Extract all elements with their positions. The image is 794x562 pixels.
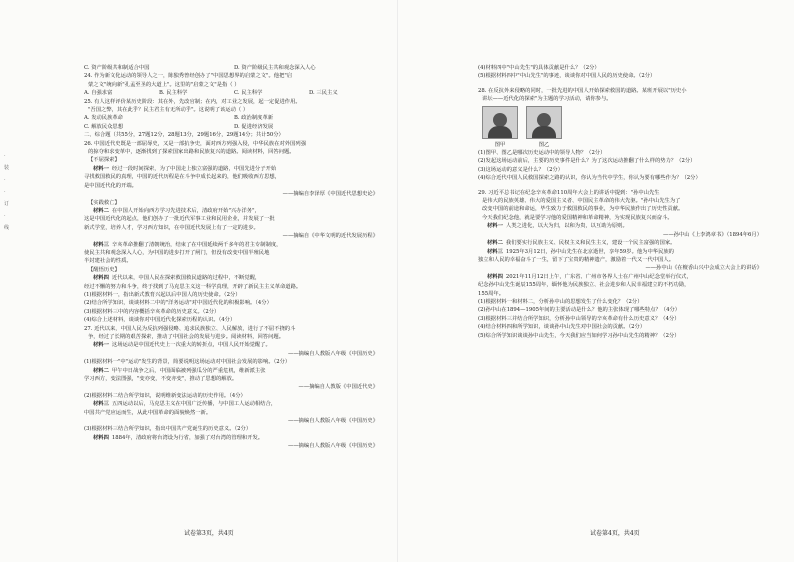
binding-mark: 装 [4, 165, 10, 171]
material-line [478, 239, 768, 247]
fold-line [397, 0, 398, 562]
binding-marks [4, 150, 12, 234]
question-text: (5)根据材料四中"中山先生"的事迹，谈谈你对中国人民的历史使命。（2分） [478, 73, 656, 80]
binding-mark: 订 [4, 201, 10, 207]
material-tag: 材料二 [487, 240, 503, 247]
question-text: (1)图甲、图乙是哪次历史运动中的领导人物？（2分） [478, 150, 606, 157]
material-line [84, 207, 384, 215]
exam-page-3 [84, 64, 384, 451]
source-citation: ——摘编自人教版八年级《中国历史》 [287, 443, 378, 450]
material-tag: 材料一 [487, 223, 503, 230]
material-line [84, 341, 384, 349]
material-tag: 材料三 [93, 401, 109, 408]
source-citation: ——孙中山《上李鸿章书》（1894年6月） [663, 231, 762, 238]
material-tag: 材料二 [93, 367, 109, 374]
binding-mark: 线 [4, 225, 10, 231]
question-text: (3)根据材料三中的内容概括辛亥革命的历史意义。（2分） [84, 308, 220, 315]
material-tag: 材料三 [487, 248, 503, 255]
material-text: 1884年，清政府将台湾设为行省，加强了对台湾的管理和开发。 [111, 434, 264, 441]
material-text: 155周年。 [478, 290, 505, 297]
question-text: 26. 中国近代史既是一部屈辱史，又是一部抗争史，面对西方列强入侵，中华民族在对外国列强 [84, 140, 306, 147]
photo-caption: 图乙 [538, 141, 550, 148]
question-text: (4)结合材料四和所学知识，谈谈孙中山先生对中国社会的贡献。（2分） [478, 324, 646, 331]
question-text: 27. 近代以来，中国人民为反抗列强侵略、追求民族独立、人民解放，进行了不屈不挠的斗 [84, 325, 296, 332]
question-text: 改变中国的前途和命运，毕生致力于救国救民的事业，为中华民族作出了历史性贡献。 [482, 206, 684, 213]
material-line [84, 165, 384, 173]
portrait-yi-photo [526, 106, 562, 139]
material-tag: 材料四 [93, 434, 109, 441]
portrait-jia-photo [482, 106, 518, 139]
answer-options [84, 64, 384, 72]
material-text: 这是中国近代化的起点，他们创办了一批近代军事工业和民用企业，并发展了一批 [84, 216, 275, 223]
material-text: 在中国人开始向西方学习先进技术后，清政府开始"兴办洋务"， [111, 207, 260, 214]
option-text: A. 发动民族革命 [84, 115, 123, 122]
source-citation: ——摘编自《中华文明的近代发展历程》 [282, 233, 378, 240]
question-text: "吾国之弊，其在此乎？民主君主有无所动乎"。这说明了该运动（ ） [88, 107, 249, 114]
material-text: 人类之进化，以大为归，以和为贵，以互助为原则。 [505, 223, 628, 230]
portrait-photos [482, 106, 768, 139]
portrait-torso [488, 126, 512, 139]
question-text: 【不屈探索】 [88, 157, 120, 164]
material-text: 1925年3月12日，孙中山先生在北京逝世，享年59岁。他为中华民族的 [505, 248, 674, 255]
material-text: 甲午中日战争之后，中国面临被列强瓜分的严重危机，维新派主张 [111, 367, 266, 374]
material-text: 我们要实行民族主义、民权主义和民生主义，建设一个民主富强的国家。 [505, 240, 676, 247]
material-line [84, 367, 384, 375]
question-text: 29. 习近平总书记在纪念辛亥革命110周年大会上的讲话中提到："孙中山先生 [478, 189, 660, 196]
material-text: 中国共产党应运而生，从此中国革命的面貌焕然一新。 [84, 409, 212, 416]
binding-mark: · [4, 177, 6, 183]
portrait-torso [532, 126, 556, 139]
material-text: 这场运动是中国近代史上一次重大的转折点，中国人民开始觉醒了。 [111, 342, 271, 349]
option-text: D. 三民主义 [309, 90, 338, 97]
option-text: C. 解放民众思想 [84, 123, 124, 130]
question-text: (4)材料四中"中山先生"的具体贡献是什么？（2分） [478, 65, 600, 71]
material-line [478, 273, 768, 281]
material-line [478, 248, 768, 256]
material-tag: 材料四 [487, 273, 503, 280]
material-text: 半封建社会的性质。 [84, 258, 132, 265]
material-line [84, 434, 384, 442]
option-text: D. 促进经济发展 [234, 123, 274, 130]
question-text: 24. 作为新文化运动的领导人之一，陈独秀曾经创办了"中国思想界的启蒙之文"。他把"启 [84, 73, 293, 80]
question-text: 是伟大的民族英雄、伟大的爱国主义者、中国民主革命的伟大先驱。"孙中山先生为了 [482, 198, 681, 205]
material-text: 经过一段时间探索，为了中国走上独立富强的道路，中国先进分子开始 [111, 165, 277, 172]
question-text: (3)这场运动的意义是什么？（2分） [478, 166, 564, 173]
material-text: 新式学堂，培养人才，学习西方知识，在中国近代发展上有了一定的进步。 [84, 224, 259, 231]
answer-options [84, 123, 384, 131]
material-tag: 材料二 [93, 207, 109, 214]
photo-caption: 图甲 [494, 141, 506, 148]
question-text: 28. 在反抗外来侵略的同时，一批先进的中国人开始探索救国的道路。某班开展以"历史小 [478, 87, 687, 94]
material-text: 近代以来，中国人民在探索救国救民道路的过程中，不断觉醒， [111, 275, 261, 282]
material-line [84, 241, 384, 249]
question-text: 讲坛——近代化的探索"为主题的学习活动，请你参与。 [482, 96, 612, 103]
material-text: 2021年11月12日上午，广东省、广州市各界人士在广州中山纪念堂举行仪式， [505, 273, 692, 280]
question-text: (3)根据材料三并结合所学知识，分析孙中山领导的辛亥革命有什么历史意义？（4分） [478, 315, 680, 322]
option-text: D. 资产阶级民主共和观念深入人心 [234, 65, 316, 71]
source-citation: ——孙中山《在檀香山兴中会成立大会上的讲话》 [645, 265, 762, 272]
binding-mark: · [4, 213, 6, 219]
option-text: B. 民主科学 [159, 90, 188, 97]
material-tag: 材料一 [93, 165, 109, 172]
page-4-footer: 试卷第4页，共4页 [590, 530, 640, 537]
question-text: 争，经过了长期的艰苦探索，推动了中国社会的发展与进步。阅读材料，回答问题。 [88, 334, 284, 340]
portrait-head [537, 113, 551, 127]
option-text: B. 政治制度革新 [234, 115, 274, 122]
question-text: (1)根据材料一，指出新式教育兴起以后中国人的历史使命。（2分） [84, 291, 241, 298]
material-tag: 材料一 [93, 342, 109, 349]
portrait-head [493, 113, 507, 127]
option-text: C. 资产阶级共和制适合中国 [84, 65, 150, 71]
question-text: (3)根据材料三结合所学知识，指出中国共产党诞生的历史意义。（2分） [84, 426, 252, 433]
question-text: (2)孙中山在1894—1905年间的主要活动是什么？他的主张体现了哪些特点？（4分） [478, 307, 681, 314]
answer-options [84, 114, 384, 122]
question-text: 蒙之文"统向新"孔孟至圣的大道上"。这里的"启蒙之文"是指（ ） [88, 81, 240, 88]
question-text: (4)综合近代中国人民救国探索之路的认识，你认为当代中学生，你认为要有哪些作为？（2分） [478, 175, 701, 182]
option-text: C. 民主科学 [234, 90, 263, 97]
question-text: (5)综合所学知识谈谈孙中山先生，今天我们应当如何学习孙中山先生的精神？（2分） [478, 332, 680, 339]
binding-mark: · [4, 189, 6, 195]
material-line [84, 274, 384, 282]
source-citation: ——摘编自人教版《中国近代史》 [298, 384, 378, 391]
option-text: A. 自强求富 [84, 90, 113, 97]
material-text: 寻找救国救民的真理，中国的近代历程是在斗争中成长起来的，他们吸收西方思想， [84, 174, 280, 181]
source-citation: ——摘编自人教版八年级《中国历史》 [287, 350, 378, 357]
question-text: (1)根据材料一和材料二，分析孙中山的思想发生了什么变化？（2分） [478, 298, 643, 305]
photo-captions [482, 141, 768, 149]
question-text: (1)根据材料一"中"运动"发生的背景，简要说明这场运动对中国社会发展的影响。（2分） [84, 359, 291, 366]
material-text: 五四运动以后，马克思主义在中国广泛传播，与中国工人运动相结合， [111, 401, 277, 408]
question-text: 【醒悟历史】 [88, 266, 120, 273]
material-text: 学习西方，变法图强，"变亦变，不变亦变"，推动了思想的解放。 [84, 376, 238, 383]
question-text: 今天我们纪念他，就是要学习他的爱国精神和革命精神，为实现民族复兴而奋斗。 [482, 214, 673, 221]
source-citation: ——摘编自人教版八年级《中国历史》 [287, 418, 378, 425]
material-tag: 材料三 [93, 241, 109, 248]
material-line [84, 400, 384, 408]
material-tag: 材料四 [93, 275, 109, 282]
question-text: 25. 有人这样评价某历史阶段：其在外，先改官制；在内，对工业之发展，起一定促进作用。 [84, 98, 301, 105]
answer-options [84, 89, 384, 97]
material-text: 纪念孙中山先生诞辰155周年，缅怀他为民族独立、社会进步和人民幸福建立的不朽功勋， [478, 282, 690, 289]
material-text: 是中国近代化的开端。 [84, 182, 137, 189]
material-text: 辛亥革命推翻了清朝统治，结束了在中国延续两千多年的君主专制制度， [111, 241, 282, 248]
material-text: 使民主共和观念深入人心，为中国的进步打开了闸门，但没有改变中国半殖民地 [84, 249, 270, 256]
question-text: (2)结合所学知识，谈谈材料二中的"洋务运动"对中国近代化的积极影响。（4分） [84, 300, 272, 307]
question-text: (2)根据材料二结合所学知识，说明维新变法运动的历史作用。（4分） [84, 392, 246, 399]
source-citation: ——摘编自李泽厚《中国近代思想史论》 [282, 191, 378, 198]
page-3-footer: 试卷第3页，共4页 [184, 530, 234, 537]
question-text: 【实践救亡】 [88, 199, 120, 206]
question-text: (4)综合上述材料，谈谈你对中国近代化探索历程的认识。（4分） [84, 317, 236, 324]
material-text: 经过不懈的努力和斗争，终于找到了马克思主义这一科学真理，开辟了新民主主义革命道路。 [84, 283, 302, 290]
exam-page-4 [478, 64, 768, 340]
question-text: (2)发起这场运动前后，主要的历史事件是什么？为了这次运动推翻了什么样的势力？（2分） [478, 158, 696, 165]
material-line [478, 222, 768, 230]
material-text: 独立和人民的幸福奋斗了一生，留下了宝贵的精神遗产，激励着一代又一代中国人。 [478, 256, 674, 263]
question-text: 的掠夺和求变革中，逐渐找到了探索国家出路和民族复兴的道路。阅读材料，回答问题。 [88, 149, 295, 156]
binding-mark: · [4, 153, 6, 159]
question-text: 二、综合题（共55分，27题12分，28题13分，29题16分，29题14分；共计50分） [84, 132, 284, 139]
